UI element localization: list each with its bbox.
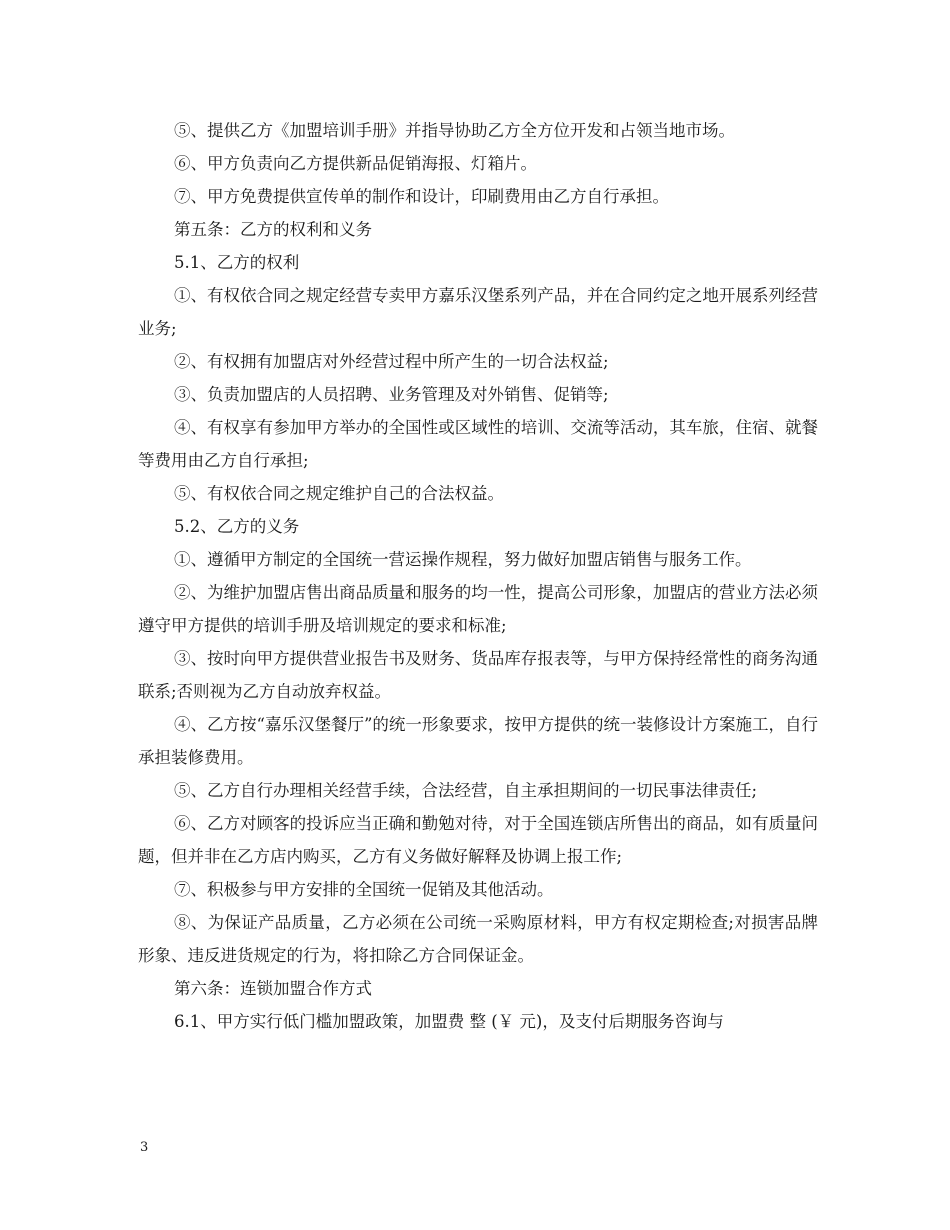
right-item-3: ③、负责加盟店的人员招聘、业务管理及对外销售、促销等; xyxy=(174,385,609,404)
duty-item-8: ⑧、为保证产品质量，乙方必须在公司统一采购原材料，甲方有权定期检查;对损害品牌形象、违反进货规定的行为，将扣除乙方合同保证金。 xyxy=(138,913,818,965)
duty-item-5: ⑤、乙方自行办理相关经营手续，合法经营，自主承担期间的一切民事法律责任; xyxy=(174,781,758,800)
right-item-1: ①、有权依合同之规定经营专卖甲方嘉乐汉堡系列产品，并在合同约定之地开展系列经营业务; xyxy=(138,286,818,338)
right-item-5: ⑤、有权依合同之规定维护自己的合法权益。 xyxy=(174,484,504,503)
clause-item-6: ⑥、甲方负责向乙方提供新品促销海报、灯箱片。 xyxy=(174,154,537,173)
right-item-2: ②、有权拥有加盟店对外经营过程中所产生的一切合法权益; xyxy=(174,352,609,371)
article-5-heading: 第五条：乙方的权利和义务 xyxy=(174,220,372,239)
section-6-1-text: 6.1、甲方实行低门槛加盟政策，加盟费 整 (￥ 元)，及支付后期服务咨询与 xyxy=(174,1012,724,1031)
duty-item-1: ①、遵循甲方制定的全国统一营运操作规程，努力做好加盟店销售与服务工作。 xyxy=(174,550,752,569)
right-item-4: ④、有权享有参加甲方举办的全国性或区域性的培训、交流等活动，其车旅，住宿、就餐等费用由乙方自行承担; xyxy=(138,418,818,470)
document-body xyxy=(138,114,818,1038)
duty-item-4: ④、乙方按“嘉乐汉堡餐厅”的统一形象要求，按甲方提供的统一装修设计方案施工，自行承担装修费用。 xyxy=(138,715,818,767)
clause-item-5: ⑤、提供乙方《加盟培训手册》并指导协助乙方全方位开发和占领当地市场。 xyxy=(174,121,735,140)
duty-item-7: ⑦、积极参与甲方安排的全国统一促销及其他活动。 xyxy=(174,880,554,899)
duty-item-2: ②、为维护加盟店售出商品质量和服务的均一性，提高公司形象，加盟店的营业方法必须遵守甲方提供的培训手册及培训规定的要求和标准; xyxy=(138,583,818,635)
section-5-2-heading: 5.2、乙方的义务 xyxy=(174,517,300,536)
clause-item-7: ⑦、甲方免费提供宣传单的制作和设计，印刷费用由乙方自行承担。 xyxy=(174,187,669,206)
section-5-1-heading: 5.1、乙方的权利 xyxy=(174,253,300,272)
duty-item-3: ③、按时向甲方提供营业报告书及财务、货品库存报表等，与甲方保持经常性的商务沟通联系;否则视为乙方自动放弃权益。 xyxy=(138,649,818,701)
duty-item-6: ⑥、乙方对顾客的投诉应当正确和勤勉对待，对于全国连锁店所售出的商品，如有质量问题，但并非在乙方店内购买，乙方有义务做好解释及协调上报工作; xyxy=(138,814,818,866)
article-6-heading: 第六条：连锁加盟合作方式 xyxy=(174,979,372,998)
page-number: 3 xyxy=(140,1140,149,1155)
